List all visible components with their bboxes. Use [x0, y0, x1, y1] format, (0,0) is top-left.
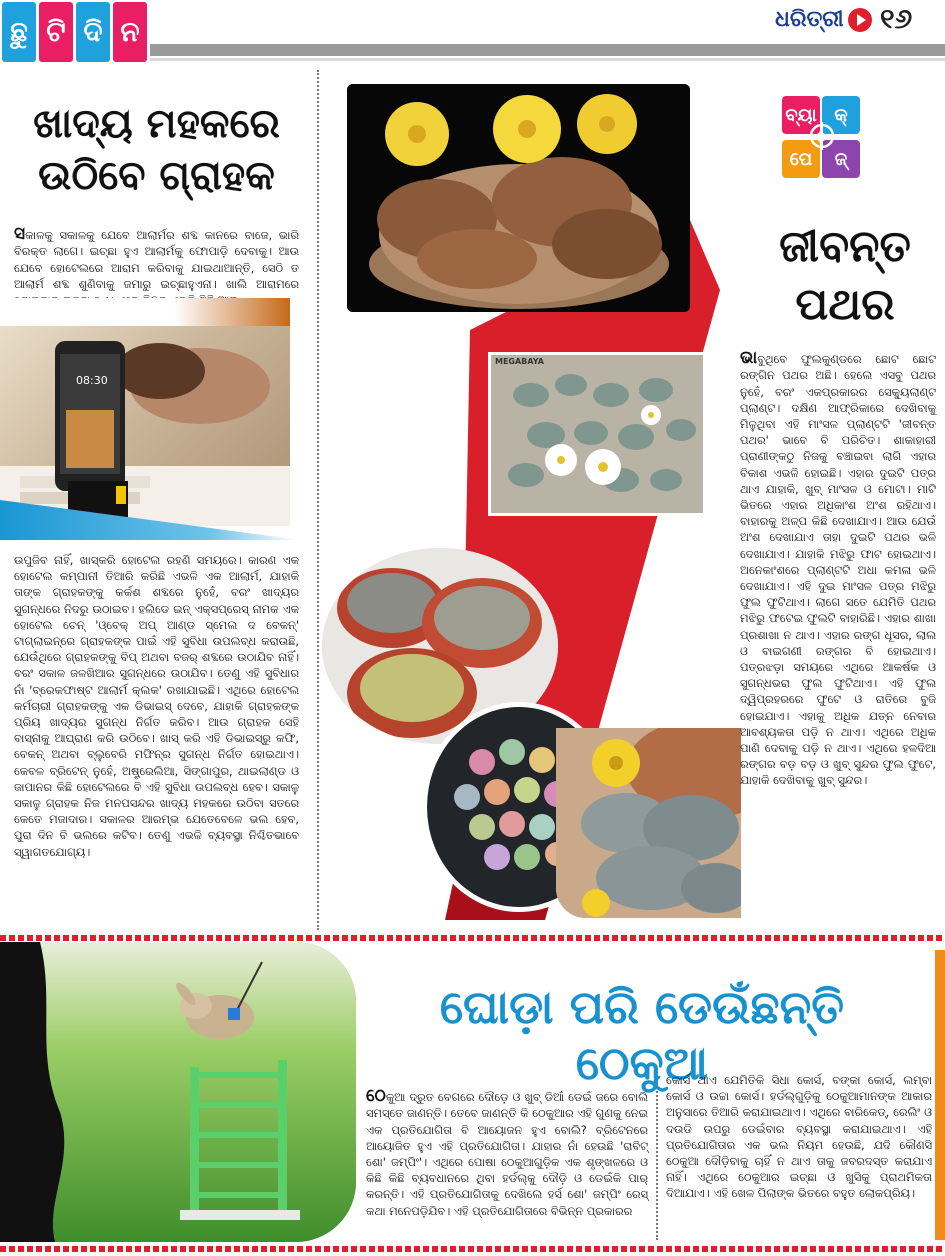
article1-intro: ସକାଳକୁ ସକାଳକୁ ଯେବେ ଆଲାର୍ମର ଶବ୍ଦ କାନରେ ବାଜେ, ଭାରି ବିରକ୍ତ ଲାଗେ। ଇଚ୍ଛା ହୁଏ ଆଲାର୍ମକୁ ଫୋପାଡ଼ି ଦେବାକୁ। ଆଉ ଯେବେ ହୋଟେଲରେ ଆରାମ କରିବାକୁ ଯାଇଥାଆନ୍ତି, ସେଠି ତ ଆଲାର୍ମ ଶବ୍ଦ ଶୁଣିବାକୁ ଜମାରୁ ଇଚ୍ଛାହୁଏନା। ଖାଲି ଆରାମରେ — [14, 224, 299, 291]
header-rule — [150, 44, 945, 56]
section-tile-1: ଛୁ — [2, 2, 36, 62]
article2-body: ଭାବୁଥିବେ ଫୁଲକୁଣ୍ଡରେ ଛୋଟ ଛୋଟ ରଙ୍ଗିନ ପଥର ଅଛି। ହେଲେ ଏସବୁ ପଥର ନୁହେଁ, ବରଂ ଏକପ୍ରକାରର ସେକ୍ୟୁଲାଣ୍ଟ ପ୍ଲାଣ୍ଟ। ଦକ୍ଷିଣ ଆଫ୍ରିକାରେ ଦେଖିବାକୁ ମିଳୁଥିବା ଏହି ମାଂସଳ ପ୍ଲାଣ୍ଟଟି 'ଜୀବନ୍ତ ପଥର' ଭାବେ ବି ପରିଚିତ। ଶାକାହାରୀ ପ୍ରାଣୀଙ୍କଠୁ ନିଜକୁ ବଞ୍ଚାଇବା ଲାଗି ଏହାର ବିକାଶ ଏଭଳି ହୋଇଛି। ଏହାର ଦୁଇଟି ପତ୍ର ଥାଏ ଯାହାକି, ଖୁବ୍ ମାଂସଳ ଓ ମୋଟା। ମାଟି ଭିତରେ ଏହାର ଅଧିକାଂଶ ଅଂଶ ରହିଥାଏ। ବାହାରକୁ ଅଳ୍ପ କିଛି ଦେଖାଯାଏ। ଆଉ ଯେଉଁ ଅଂଶ ଦେଖାଯାଏ ତାହା ଦୁଇଟି ପଥର ଭଳି ଦେଖାଯାଏ। ଯାହାକି ମଝିରୁ ଫାଟ ହୋଇଥାଏ। ଅନେକାଂଶରେ ପ୍ଲାଣ୍ଟଟି ଅଧା କମଳା ଭଳି ଦେଖାଯାଏ। ଏହି ଦୁଇ ମାଂସଳ ପତ୍ର ମଝିରୁ ଫୁଲ ଫୁଟିଥାଏ। ଲାଗେ ସତେ ଯେମିତି ପଥର ମଝିରୁ ଫଟେଇ ଫୁଲଟି ବାହାରିଛି। ଏହାର ଶାଖା ପ୍ରଶାଖା ନ ଥାଏ। ଏହାର ରଙ୍ଗ ଧୂସର, ଲାଲ ଓ ବାଇଗଣୀ ରଙ୍ଗର ବି ହୋଇଥାଏ। ପତ୍ରଝଡ଼ା ସମୟରେ ଏଥିରେ ଆକର୍ଷକ ଓ ସୁଗନ୍ଧଭରା ଫୁଲ ଫୁଟିଥାଏ। ଏହି ଫୁଲ ଦ୍ୱିପ୍ରହରରେ ଫୁଟେ ଓ ରାତିରେ ବୁଜି ହୋଇଯାଏ। ଏହାକୁ ଅଧିକ ଯତ୍ନ ନେବାର ଆବଶ୍ୟକତା ପଡ଼ି ନ ଥାଏ। ଏଥିରେ ଅଧିକ ପାଣି ଦେବାକୁ ପଡ଼ି ନ ଥାଏ। ଏଥିରେ ହଳଦିଆ ରଙ୍ଗର ବଡ଼ ବଡ଼ ଓ ଖୁବ୍ ସୁନ୍ଦର ଫୁଲ ଫୁଟେ, ଯାହାକି ଦେଖିବାକୁ ଖୁବ୍ ସୁନ୍ଦର। — [740, 348, 936, 788]
bottom-rule — [0, 1246, 945, 1252]
back-page-tile-4: ଜ୍ — [822, 140, 860, 178]
lithops-grey-illustration — [556, 728, 741, 918]
lithops-photo-white-flowers — [488, 352, 706, 516]
orange-edge-stripe — [935, 950, 945, 1240]
pot-label: MEGABAYA — [495, 357, 544, 366]
lithops-photo-grey-yellow — [556, 728, 741, 918]
column-divider-left — [317, 70, 319, 930]
lithops-tray-illustration — [491, 355, 703, 513]
back-page-tile-1: ବ୍ୟା — [782, 96, 820, 134]
article3-headline: ଘୋଡ଼ା ପରି ଡେଉଁଛନ୍ତି ଠେକୁଆ — [439, 980, 845, 1090]
section-tile-3: ଦି — [76, 2, 110, 62]
back-page-tile-2: କ୍ — [822, 96, 860, 134]
sleeping-woman-illustration — [0, 326, 290, 526]
phone-clock: 08:30 — [76, 374, 108, 387]
article3-top-rule — [0, 935, 945, 941]
crosshair-icon — [808, 122, 836, 150]
article3-col1: ଠେକୁଆ ଦ୍ରୁତ ବେଗରେ ଦୌଡ଼େ ଓ ଖୁବ୍ ଡିଆଁ ଡେଇଁ ଜରେ ବୋଲି ସମସ୍ତେ ଜାଣନ୍ତି। ତେବେ ଜାଣନ୍ତି କି ଠେକୁଆର ଏହି ଗୁଣକୁ ନେଇ ଏକ ପ୍ରତିଯୋଗିତା ବି ଆୟୋଜନ ହୁଏ ବୋଲି? ବ୍ରିଟେନରେ ଆୟୋଜିତ ହୁଏ ଏହି ପ୍ରତିଯୋଗିତା। ଯାହାର ନାଁ ହେଉଛି 'ରାବିଟ୍ ଶୋ' ଜମ୍ପିଂ'। ଏଥିରେ ପୋଷା ଠେକୁଆଗୁଡ଼ିକ ଏକ ଶୃଙ୍ଖଳରେ ଓ କିଛି କିଛି ବ୍ୟବଧାନରେ ଥିବା ହର୍ଡଲ୍‌କୁ ଦୌଡ଼ି ଓ ଡେଇଁକି ପାର୍ କରନ୍ତି। ଏହି ପ୍ରତିଯୋଗିତାକୁ ଦେଖିଲେ ହର୍ସ ଶୋ' ଜମ୍ପିଂ ରେସ୍ କଥା ମନେପଡ଼ିଯିବ। ଏହି ପ୍ରତିଯୋଗିତାରେ ବିଭିନ୍ନ ପ୍ରକାରର — [366, 1086, 648, 1218]
page-number: ୧୬ — [880, 2, 913, 35]
article1-headline: ଖାଦ୍ୟ ମହକରେ ଉଠିବେ ଗ୍ରାହକ — [33, 101, 280, 199]
header-rule-thin — [150, 58, 945, 61]
newspaper-logo: ଧରିତ୍ରୀ — [775, 6, 844, 32]
rabbit-hurdle-illustration — [0, 942, 356, 1242]
section-tile-2: ଟି — [39, 2, 73, 62]
column-divider-bottom — [656, 1068, 658, 1240]
rabbit-jump-photo — [0, 942, 356, 1242]
lithops-pot-illustration — [347, 84, 690, 312]
article1-photo-phone-sleep — [0, 326, 290, 526]
lithops-photo-yellow-flowers — [347, 84, 690, 312]
article3-col2: କୋର୍ସ ଥାଏ ଯେମିତିକି ସିଧା କୋର୍ସ, ବଙ୍କା କୋର୍ସ, ଲମ୍ବା କୋର୍ସ ଓ ଉଚ୍ଚା କୋର୍ସ। ହର୍ଡଲ୍‌ଗୁଡ଼ିକୁ ଠେକୁଆମାନଙ୍କ ଆକାର ଅନୁସାରେ ତିଆରି କରାଯାଇଥାଏ। ଏଥିରେ ବାରିକେଡ୍, ରେଲିଂ ଓ ଦଉଡି ଉପରୁ ଡେଇଁବାର ବ୍ୟବସ୍ଥା କରାଯାଇଥାଏ। ଏହି ପ୍ରତିଯୋଗିତାର ଏକ ଭଲ ନିୟମ ହେଉଛି, ଯଦି କୌଣସି ଠେକୁଆ ଦୌଡ଼ିବାକୁ ଚାହିଁ ନ ଥାଏ ତାକୁ ଜବରଦସ୍ତ କରାଯାଏ ନାହିଁ। ଏଥିରେ ଠେକୁଆର ଇଚ୍ଛା ଓ ଖୁସିକୁ ପ୍ରାଥମିକତା ଦିଆଯାଏ। ଏହି ଖେଳ ପିଲାଙ୍କ ଭିତରେ ବହୁତ ଲୋକପ୍ରିୟ। — [666, 1073, 932, 1201]
decorative-band — [0, 298, 290, 328]
section-tile-4: ନ — [113, 2, 147, 62]
play-icon — [848, 8, 872, 32]
article1-body: ଉପୁଜିବ ନାହିଁ, ଖାସ୍‌କରି ହୋଟେଲ ରହଣି ସମୟରେ। କାରଣ ଏକ ହୋଟେଲ କମ୍ପାନୀ ତିଆରି କରିଛି ଏଭଳି ଏକ ଆଲାର୍ମ, ଯାହାକି ତାଙ୍କ ଗ୍ରାହକଙ୍କୁ କର୍କଶ ଶବ୍ଦରେ ନୁହେଁ, ବରଂ ଖାଦ୍ୟର ସୁଗନ୍ଧରେ ନିଦରୁ ଉଠାଇବ। ହଲିଡେ ଇନ୍ ଏକ୍ସପ୍ରେସ୍ ନାମକ ଏକ ହୋଟେଲ ଚେନ୍ 'ଓ୍ବେକ୍ ଅପ୍ ଆଣ୍ଡ ସ୍ମେଲ ଦ ବେକନ୍' ଟାଗ୍‌ଲାଇନ୍‌ରେ ଗ୍ରାହକଙ୍କ ପାଇଁ ଏହି ସୁବିଧା ଉପଲବ୍ଧ କରାଉଛି, ଯେଉଁଥିରେ ଗ୍ରାହକଙ୍କୁ ବିପ୍ ଅଥବା ବଜର୍ ଶବ୍ଦରେ ଉଠାଯିବ ନାହିଁ। ବରଂ ସକାଳ ଜଳଖିଆର ସୁଗନ୍ଧରେ ଉଠାଯିବ। ତେଣୁ ଏହି ସୁବିଧାର ନାଁ 'ବ୍ରେକଫାଷ୍ଟ ଆଲାର୍ମ କ୍ଲକ' ରଖାଯାଇଛି। ଏଥିରେ ହୋଟେଲ କର୍ମଚାରୀ ଗ୍ରାହକଙ୍କୁ ଏକ ଡିଭାଇସ୍ ଦେବେ, ଯାହାକି ଗ୍ରାହକଙ୍କ ପ୍ରିୟ ଖାଦ୍ୟର ସୁଗନ୍ଧ ନିର୍ଗତ କରିବ। ଆଉ ଗ୍ରାହକ ସେହି ବାସ୍ନାକୁ ଆଘ୍ରାଣ କରି ଉଠିବେ। ଖାସ୍ କରି ଏହି ଡିଭାଇସ୍‌ରୁ କଫି, ବେକନ୍ ଅଥବା ବ୍ଲୁବେରି ମଫିନ୍‌ର ସୁଗନ୍ଧ ନିର୍ଗତ ହୋଇଥାଏ। କେବଳ ବ୍ରିଟେନ୍ ନୁହେଁ, ଅଷ୍ଟ୍ରେଲିଆ, ସିଙ୍ଗାପୁର, ଥାଇଲାଣ୍ଡ ଓ ଜାପାନର କିଛି ହୋଟେଲରେ ବି ଏହି ସୁବିଧା ଉପଲବ୍ଧ ହେବ। ସକାଳୁ ସକାଳୁ ଗ୍ରାହକ ନିଜ ମନପସନ୍ଦର ଖାଦ୍ୟ ମହକରେ ଉଠିବା ସତରେ କେତେ ମଜାଦାର। ସକାଳର ଆରମ୍ଭ ଯେତେବେଳେ ଭଲ ହେବ, ପୁରା ଦିନ ବି ଭଲରେ କଟିବ। ତେଣୁ ଏଭଳି ବ୍ୟବସ୍ଥା ନିଶ୍ଚିତଭାବେ ସ୍ୱାଗତଯୋଗ୍ୟ। — [14, 553, 299, 859]
article2-headline: ଜୀବନ୍ତ ପଥର — [779, 221, 911, 330]
back-page-tile-3: ପେ — [782, 140, 820, 178]
